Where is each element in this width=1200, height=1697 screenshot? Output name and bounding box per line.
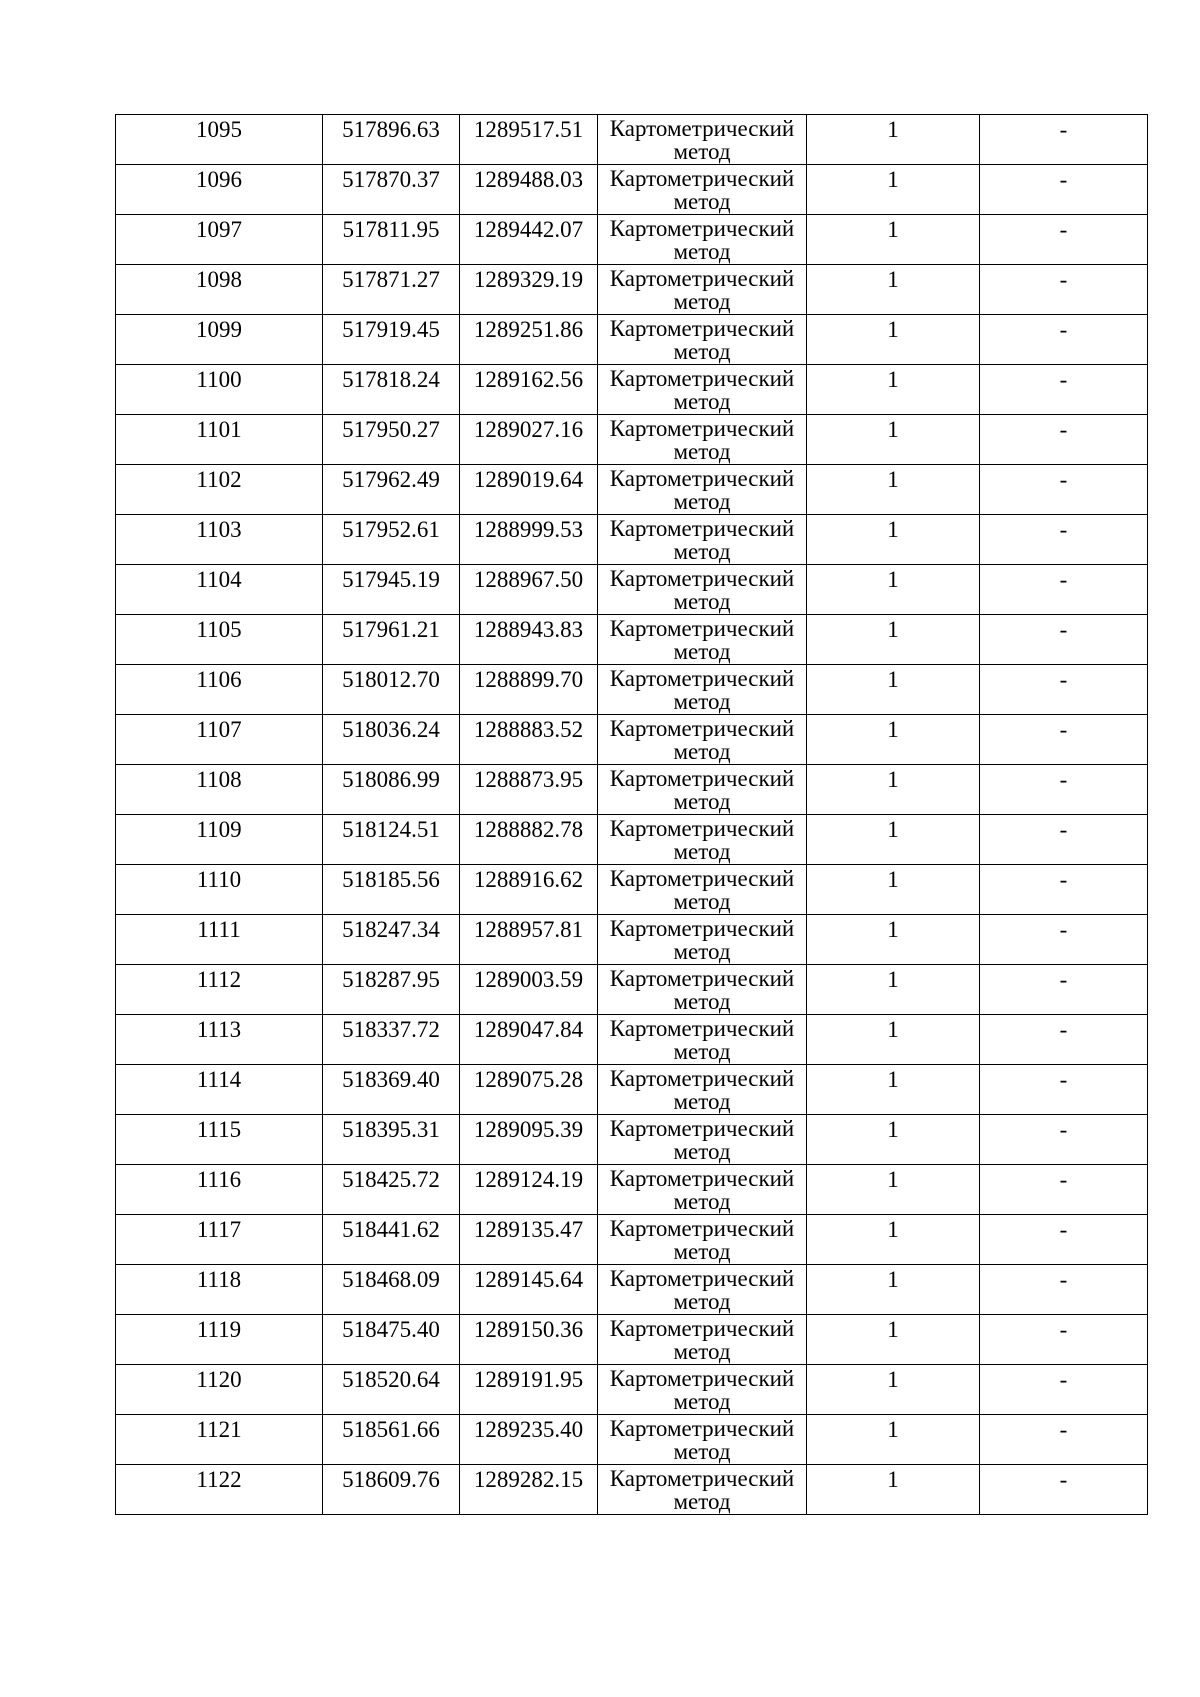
method-line-2: метод [673, 1039, 731, 1064]
accuracy-cell: 1 [807, 1215, 980, 1265]
table-row [116, 1115, 1148, 1165]
x-coordinate-cell: 518185.56 [323, 865, 460, 915]
method-line-1: Картометрический [609, 666, 795, 691]
point-number-cell: 1113 [116, 1015, 323, 1065]
method-line-1: Картометрический [609, 1466, 795, 1491]
note-cell: - [980, 1415, 1148, 1465]
point-number-cell: 1097 [116, 215, 323, 265]
point-number-cell: 1106 [116, 665, 323, 715]
method-line-2: метод [673, 289, 731, 314]
point-number-cell: 1117 [116, 1215, 323, 1265]
y-coordinate-cell: 1289442.07 [460, 215, 598, 265]
note-cell: - [980, 665, 1148, 715]
note-cell: - [980, 1465, 1148, 1515]
point-number-cell: 1102 [116, 465, 323, 515]
point-number-cell: 1111 [116, 915, 323, 965]
accuracy-cell: 1 [807, 265, 980, 315]
method-line-2: метод [673, 789, 731, 814]
note-cell: - [980, 1115, 1148, 1165]
note-cell: - [980, 215, 1148, 265]
point-number-cell: 1104 [116, 565, 323, 615]
x-coordinate-cell: 518012.70 [323, 665, 460, 715]
table-row [116, 315, 1148, 365]
method-cell [598, 1465, 807, 1515]
point-number-cell: 1105 [116, 615, 323, 665]
note-cell: - [980, 865, 1148, 915]
point-number-cell: 1108 [116, 765, 323, 815]
method-line-2: метод [673, 1189, 731, 1214]
accuracy-cell: 1 [807, 1465, 980, 1515]
method-cell [598, 1415, 807, 1465]
y-coordinate-cell: 1289162.56 [460, 365, 598, 415]
method-line-2: метод [673, 1439, 731, 1464]
method-line-1: Картометрический [609, 616, 795, 641]
note-cell: - [980, 615, 1148, 665]
note-cell: - [980, 1365, 1148, 1415]
y-coordinate-cell: 1288943.83 [460, 615, 598, 665]
point-number-cell: 1112 [116, 965, 323, 1015]
point-number-cell: 1110 [116, 865, 323, 915]
method-line-1: Картометрический [609, 316, 795, 341]
x-coordinate-cell: 517811.95 [323, 215, 460, 265]
method-cell [598, 965, 807, 1015]
method-line-1: Картометрический [609, 1166, 795, 1191]
table-row [116, 665, 1148, 715]
method-line-1: Картометрический [609, 1366, 795, 1391]
x-coordinate-cell: 518468.09 [323, 1265, 460, 1315]
note-cell: - [980, 1265, 1148, 1315]
method-cell [598, 1215, 807, 1265]
point-number-cell: 1121 [116, 1415, 323, 1465]
method-line-1: Картометрический [609, 916, 795, 941]
x-coordinate-cell: 518441.62 [323, 1215, 460, 1265]
y-coordinate-cell: 1289251.86 [460, 315, 598, 365]
note-cell: - [980, 1165, 1148, 1215]
x-coordinate-cell: 518520.64 [323, 1365, 460, 1415]
method-line-2: метод [673, 739, 731, 764]
y-coordinate-cell: 1289047.84 [460, 1015, 598, 1065]
method-cell [598, 1065, 807, 1115]
accuracy-cell: 1 [807, 1315, 980, 1365]
y-coordinate-cell: 1289329.19 [460, 265, 598, 315]
x-coordinate-cell: 518124.51 [323, 815, 460, 865]
accuracy-cell: 1 [807, 965, 980, 1015]
y-coordinate-cell: 1288957.81 [460, 915, 598, 965]
method-cell [598, 515, 807, 565]
method-line-2: метод [673, 189, 731, 214]
y-coordinate-cell: 1289019.64 [460, 465, 598, 515]
point-number-cell: 1098 [116, 265, 323, 315]
method-line-2: метод [673, 1489, 731, 1514]
method-cell [598, 465, 807, 515]
accuracy-cell: 1 [807, 215, 980, 265]
x-coordinate-cell: 517945.19 [323, 565, 460, 615]
table-row [116, 515, 1148, 565]
method-line-2: метод [673, 989, 731, 1014]
y-coordinate-cell: 1288883.52 [460, 715, 598, 765]
accuracy-cell: 1 [807, 1065, 980, 1115]
method-line-2: метод [673, 1239, 731, 1264]
note-cell: - [980, 915, 1148, 965]
table-row [116, 215, 1148, 265]
method-cell [598, 1015, 807, 1065]
x-coordinate-cell: 518287.95 [323, 965, 460, 1015]
method-cell [598, 715, 807, 765]
accuracy-cell: 1 [807, 615, 980, 665]
method-line-2: метод [673, 689, 731, 714]
method-cell [598, 215, 807, 265]
method-cell [598, 115, 807, 165]
method-cell [598, 865, 807, 915]
method-line-2: метод [673, 639, 731, 664]
accuracy-cell: 1 [807, 1165, 980, 1215]
y-coordinate-cell: 1289282.15 [460, 1465, 598, 1515]
table-row [116, 815, 1148, 865]
method-line-1: Картометрический [609, 716, 795, 741]
table-row [116, 1215, 1148, 1265]
accuracy-cell: 1 [807, 1365, 980, 1415]
accuracy-cell: 1 [807, 915, 980, 965]
table-row [116, 1465, 1148, 1515]
method-line-2: метод [673, 339, 731, 364]
method-line-1: Картометрический [609, 966, 795, 991]
x-coordinate-cell: 517962.49 [323, 465, 460, 515]
y-coordinate-cell: 1289145.64 [460, 1265, 598, 1315]
table-row [116, 765, 1148, 815]
table-row [116, 965, 1148, 1015]
x-coordinate-cell: 517871.27 [323, 265, 460, 315]
y-coordinate-cell: 1289191.95 [460, 1365, 598, 1415]
x-coordinate-cell: 517950.27 [323, 415, 460, 465]
note-cell: - [980, 1315, 1148, 1365]
y-coordinate-cell: 1288967.50 [460, 565, 598, 615]
method-cell [598, 765, 807, 815]
point-number-cell: 1100 [116, 365, 323, 415]
x-coordinate-cell: 518369.40 [323, 1065, 460, 1115]
y-coordinate-cell: 1289488.03 [460, 165, 598, 215]
table-row [116, 865, 1148, 915]
method-cell [598, 1365, 807, 1415]
table-row [116, 1265, 1148, 1315]
accuracy-cell: 1 [807, 565, 980, 615]
accuracy-cell: 1 [807, 115, 980, 165]
table-row [116, 465, 1148, 515]
method-cell [598, 1115, 807, 1165]
note-cell: - [980, 315, 1148, 365]
point-number-cell: 1099 [116, 315, 323, 365]
method-line-1: Картометрический [609, 1266, 795, 1291]
table-row [116, 165, 1148, 215]
table-row [116, 1415, 1148, 1465]
note-cell: - [980, 815, 1148, 865]
y-coordinate-cell: 1288899.70 [460, 665, 598, 715]
note-cell: - [980, 1015, 1148, 1065]
note-cell: - [980, 365, 1148, 415]
point-number-cell: 1095 [116, 115, 323, 165]
table-row [116, 1365, 1148, 1415]
method-line-2: метод [673, 389, 731, 414]
accuracy-cell: 1 [807, 1265, 980, 1315]
table-row [116, 715, 1148, 765]
method-line-2: метод [673, 1139, 731, 1164]
y-coordinate-cell: 1289150.36 [460, 1315, 598, 1365]
table-row [116, 1015, 1148, 1065]
accuracy-cell: 1 [807, 415, 980, 465]
accuracy-cell: 1 [807, 665, 980, 715]
table-row [116, 615, 1148, 665]
note-cell: - [980, 565, 1148, 615]
method-line-2: метод [673, 889, 731, 914]
note-cell: - [980, 1065, 1148, 1115]
y-coordinate-cell: 1289517.51 [460, 115, 598, 165]
y-coordinate-cell: 1288873.95 [460, 765, 598, 815]
method-cell [598, 1315, 807, 1365]
y-coordinate-cell: 1289235.40 [460, 1415, 598, 1465]
table-row [116, 1165, 1148, 1215]
note-cell: - [980, 415, 1148, 465]
table-row [116, 365, 1148, 415]
method-line-1: Картометрический [609, 1116, 795, 1141]
table-row [116, 265, 1148, 315]
method-cell [598, 165, 807, 215]
point-number-cell: 1114 [116, 1065, 323, 1115]
method-line-1: Картометрический [609, 516, 795, 541]
point-number-cell: 1115 [116, 1115, 323, 1165]
method-line-1: Картометрический [609, 1416, 795, 1441]
accuracy-cell: 1 [807, 765, 980, 815]
accuracy-cell: 1 [807, 165, 980, 215]
accuracy-cell: 1 [807, 1415, 980, 1465]
table-row [116, 1315, 1148, 1365]
method-line-1: Картометрический [609, 466, 795, 491]
accuracy-cell: 1 [807, 865, 980, 915]
point-number-cell: 1119 [116, 1315, 323, 1365]
y-coordinate-cell: 1289135.47 [460, 1215, 598, 1265]
note-cell: - [980, 515, 1148, 565]
x-coordinate-cell: 518609.76 [323, 1465, 460, 1515]
method-cell [598, 565, 807, 615]
y-coordinate-cell: 1289095.39 [460, 1115, 598, 1165]
point-number-cell: 1122 [116, 1465, 323, 1515]
method-line-2: метод [673, 439, 731, 464]
table-row [116, 115, 1148, 165]
method-line-1: Картометрический [609, 266, 795, 291]
method-line-2: метод [673, 839, 731, 864]
point-number-cell: 1120 [116, 1365, 323, 1415]
note-cell: - [980, 115, 1148, 165]
y-coordinate-cell: 1289027.16 [460, 415, 598, 465]
method-line-1: Картометрический [609, 566, 795, 591]
method-line-1: Картометрический [609, 116, 795, 141]
point-number-cell: 1109 [116, 815, 323, 865]
method-cell [598, 1165, 807, 1215]
table-row [116, 915, 1148, 965]
method-cell [598, 315, 807, 365]
method-line-2: метод [673, 1089, 731, 1114]
x-coordinate-cell: 518475.40 [323, 1315, 460, 1365]
note-cell: - [980, 1215, 1148, 1265]
table-row [116, 415, 1148, 465]
point-number-cell: 1103 [116, 515, 323, 565]
method-cell [598, 365, 807, 415]
coordinates-table-body [116, 115, 1148, 1515]
method-line-2: метод [673, 239, 731, 264]
method-line-1: Картометрический [609, 1066, 795, 1091]
method-cell [598, 665, 807, 715]
point-number-cell: 1101 [116, 415, 323, 465]
method-line-2: метод [673, 1289, 731, 1314]
note-cell: - [980, 465, 1148, 515]
x-coordinate-cell: 518425.72 [323, 1165, 460, 1215]
method-line-1: Картометрический [609, 416, 795, 441]
method-line-1: Картометрический [609, 1316, 795, 1341]
x-coordinate-cell: 517952.61 [323, 515, 460, 565]
method-cell [598, 915, 807, 965]
method-line-2: метод [673, 1339, 731, 1364]
accuracy-cell: 1 [807, 515, 980, 565]
accuracy-cell: 1 [807, 365, 980, 415]
note-cell: - [980, 165, 1148, 215]
method-cell [598, 815, 807, 865]
method-cell [598, 265, 807, 315]
point-number-cell: 1107 [116, 715, 323, 765]
x-coordinate-cell: 517961.21 [323, 615, 460, 665]
x-coordinate-cell: 517896.63 [323, 115, 460, 165]
x-coordinate-cell: 517818.24 [323, 365, 460, 415]
accuracy-cell: 1 [807, 715, 980, 765]
x-coordinate-cell: 518036.24 [323, 715, 460, 765]
method-line-2: метод [673, 589, 731, 614]
accuracy-cell: 1 [807, 465, 980, 515]
method-line-2: метод [673, 139, 731, 164]
accuracy-cell: 1 [807, 1115, 980, 1165]
y-coordinate-cell: 1288916.62 [460, 865, 598, 915]
method-line-1: Картометрический [609, 166, 795, 191]
note-cell: - [980, 765, 1148, 815]
method-line-2: метод [673, 539, 731, 564]
method-cell [598, 1265, 807, 1315]
method-line-1: Картометрический [609, 366, 795, 391]
table-row [116, 565, 1148, 615]
coordinates-table [115, 114, 1148, 1515]
y-coordinate-cell: 1289075.28 [460, 1065, 598, 1115]
accuracy-cell: 1 [807, 315, 980, 365]
note-cell: - [980, 265, 1148, 315]
method-line-1: Картометрический [609, 766, 795, 791]
accuracy-cell: 1 [807, 815, 980, 865]
y-coordinate-cell: 1289003.59 [460, 965, 598, 1015]
y-coordinate-cell: 1288999.53 [460, 515, 598, 565]
note-cell: - [980, 965, 1148, 1015]
method-line-1: Картометрический [609, 816, 795, 841]
x-coordinate-cell: 518337.72 [323, 1015, 460, 1065]
accuracy-cell: 1 [807, 1015, 980, 1065]
method-line-2: метод [673, 1389, 731, 1414]
x-coordinate-cell: 517870.37 [323, 165, 460, 215]
method-line-1: Картометрический [609, 866, 795, 891]
method-line-2: метод [673, 489, 731, 514]
point-number-cell: 1118 [116, 1265, 323, 1315]
method-cell [598, 615, 807, 665]
point-number-cell: 1096 [116, 165, 323, 215]
note-cell: - [980, 715, 1148, 765]
point-number-cell: 1116 [116, 1165, 323, 1215]
y-coordinate-cell: 1288882.78 [460, 815, 598, 865]
x-coordinate-cell: 518395.31 [323, 1115, 460, 1165]
x-coordinate-cell: 518561.66 [323, 1415, 460, 1465]
method-cell [598, 415, 807, 465]
x-coordinate-cell: 518247.34 [323, 915, 460, 965]
x-coordinate-cell: 518086.99 [323, 765, 460, 815]
method-line-1: Картометрический [609, 1016, 795, 1041]
table-row [116, 1065, 1148, 1115]
method-line-2: метод [673, 939, 731, 964]
x-coordinate-cell: 517919.45 [323, 315, 460, 365]
method-line-1: Картометрический [609, 216, 795, 241]
method-line-1: Картометрический [609, 1216, 795, 1241]
y-coordinate-cell: 1289124.19 [460, 1165, 598, 1215]
